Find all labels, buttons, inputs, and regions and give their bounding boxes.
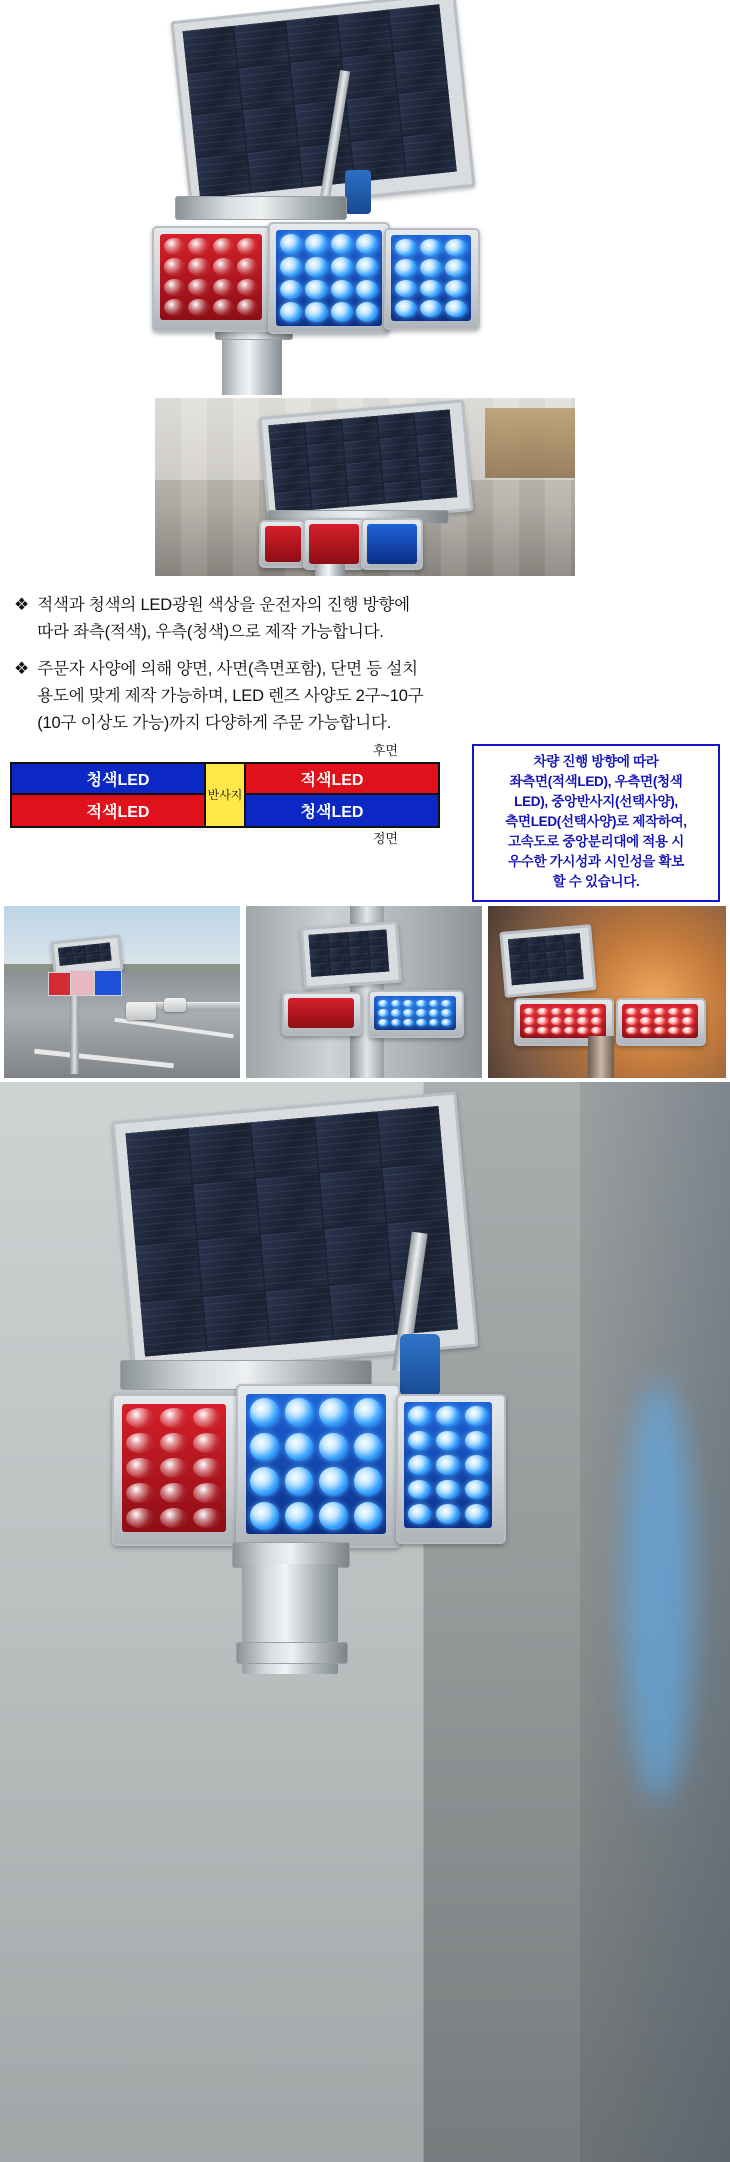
lamp-housing-left-6 bbox=[112, 1394, 240, 1546]
solar-panel-frame-4 bbox=[300, 921, 402, 990]
cell-front-left: 적색LED bbox=[12, 795, 226, 826]
mount-pole-2 bbox=[315, 564, 345, 576]
bullet-text-2 bbox=[37, 656, 423, 737]
lamp-housing-red-5b bbox=[616, 998, 706, 1046]
label-front: 정면 bbox=[372, 831, 398, 846]
panel-hinge-bracket bbox=[345, 170, 371, 214]
lamp-housing-left-2 bbox=[259, 520, 307, 568]
led-orientation-diagram-row bbox=[0, 742, 730, 894]
bullet-line: (10구 이상도 가능)까지 다양하게 주문 가능합니다. bbox=[37, 714, 392, 732]
cell-rear-left: 청색LED bbox=[12, 764, 226, 795]
lens-blue-center bbox=[276, 230, 382, 326]
cell-rear-right: 적색LED bbox=[226, 764, 438, 795]
lamp-housing-red-4 bbox=[282, 992, 362, 1036]
solar-panel-cells bbox=[183, 4, 457, 198]
lamp-housing-right-6 bbox=[396, 1394, 506, 1544]
mount-pole-5 bbox=[588, 1036, 614, 1078]
photo-pole-mounted-unit-closeup bbox=[246, 906, 482, 1078]
lens-reflector-3 bbox=[70, 970, 96, 996]
lens-blue-right-3 bbox=[94, 970, 122, 996]
lamp-housing-center-6 bbox=[236, 1384, 400, 1548]
note-line: 우수한 가시성과 시인성을 확보 bbox=[508, 854, 684, 869]
bullet-marker: ❖ bbox=[14, 595, 30, 614]
bullet-marker: ❖ bbox=[14, 659, 30, 678]
background-crate bbox=[485, 408, 575, 478]
bullet-line: 용도에 맞게 제작 가능하며, LED 렌즈 사양도 2구~10구 bbox=[37, 687, 424, 705]
lens-blue-center-6 bbox=[246, 1394, 386, 1534]
cell-center-reflector: 반사지 bbox=[204, 764, 246, 826]
bullet-line: 주문자 사양에 의해 양면, 사면(측면포함), 단면 등 설치 bbox=[37, 660, 418, 678]
lens-red-left-2 bbox=[265, 526, 301, 562]
mount-pole-3 bbox=[70, 994, 79, 1074]
lamp-housing-blue-4 bbox=[368, 990, 464, 1038]
lamp-base-plate bbox=[175, 196, 347, 220]
orientation-note-box bbox=[472, 744, 720, 902]
note-line: LED), 중앙반사지(선택사양), bbox=[514, 794, 678, 809]
vehicle bbox=[164, 998, 186, 1012]
led-orientation-diagram bbox=[8, 742, 456, 848]
note-line: 할 수 있습니다. bbox=[552, 874, 640, 889]
photo-solar-led-beacon-closeup-view bbox=[0, 1082, 730, 2162]
lamp-housing-right bbox=[384, 228, 480, 330]
lens-blue-4 bbox=[374, 996, 456, 1030]
lens-red-4 bbox=[288, 998, 354, 1028]
lens-red-5 bbox=[520, 1004, 606, 1038]
bullet-item-1 bbox=[14, 592, 716, 646]
solar-panel-cells-2 bbox=[268, 410, 457, 514]
lens-blue-right bbox=[391, 235, 471, 321]
bullet-text-1 bbox=[37, 592, 410, 646]
note-line: 측면LED(선택사양)로 제작하여, bbox=[505, 814, 687, 829]
lamp-housing-center bbox=[268, 222, 390, 334]
blue-light-glow bbox=[624, 1382, 694, 1802]
lens-blue-right-2 bbox=[367, 524, 417, 564]
note-line: 차량 진행 방향에 따라 bbox=[533, 754, 659, 769]
bullet-line: 따라 좌측(적색), 우측(청색)으로 제작 가능합니다. bbox=[37, 623, 384, 641]
lamp-housing-center-2 bbox=[303, 518, 365, 570]
lamp-housing-left bbox=[152, 226, 274, 332]
note-line: 좌측면(적색LED), 우측면(청색 bbox=[509, 774, 683, 789]
pole-clamp-6 bbox=[236, 1642, 348, 1664]
led-layout-table bbox=[10, 762, 440, 828]
bullet-line: 적색과 청색의 LED광원 색상을 운전자의 진행 방향에 bbox=[37, 596, 410, 614]
lens-red-5b bbox=[622, 1004, 698, 1038]
photo-highway-median-installation bbox=[4, 906, 240, 1078]
lens-red-left-3 bbox=[48, 972, 72, 996]
label-rear: 후면 bbox=[372, 743, 398, 758]
lens-red-left bbox=[160, 234, 262, 320]
solar-panel-frame-5 bbox=[499, 924, 596, 998]
lens-red-left-6 bbox=[122, 1404, 226, 1532]
vehicle bbox=[126, 1002, 156, 1020]
lamp-housing-right-2 bbox=[361, 518, 423, 570]
photo-solar-led-beacon-front-view bbox=[0, 0, 730, 395]
lens-red-center-2 bbox=[309, 524, 359, 564]
cell-front-right: 청색LED bbox=[226, 795, 438, 826]
lens-blue-right-6 bbox=[404, 1402, 492, 1528]
bullet-item-2 bbox=[14, 656, 716, 737]
panel-hinge-bracket-6 bbox=[400, 1334, 440, 1396]
feature-bullet-list bbox=[0, 592, 730, 747]
photo-unit-at-dusk bbox=[488, 906, 726, 1078]
installation-photo-row bbox=[0, 906, 730, 1078]
photo-solar-led-beacon-indoor-view bbox=[155, 398, 575, 576]
note-line: 고속도로 중앙분리대에 적용 시 bbox=[508, 834, 684, 849]
